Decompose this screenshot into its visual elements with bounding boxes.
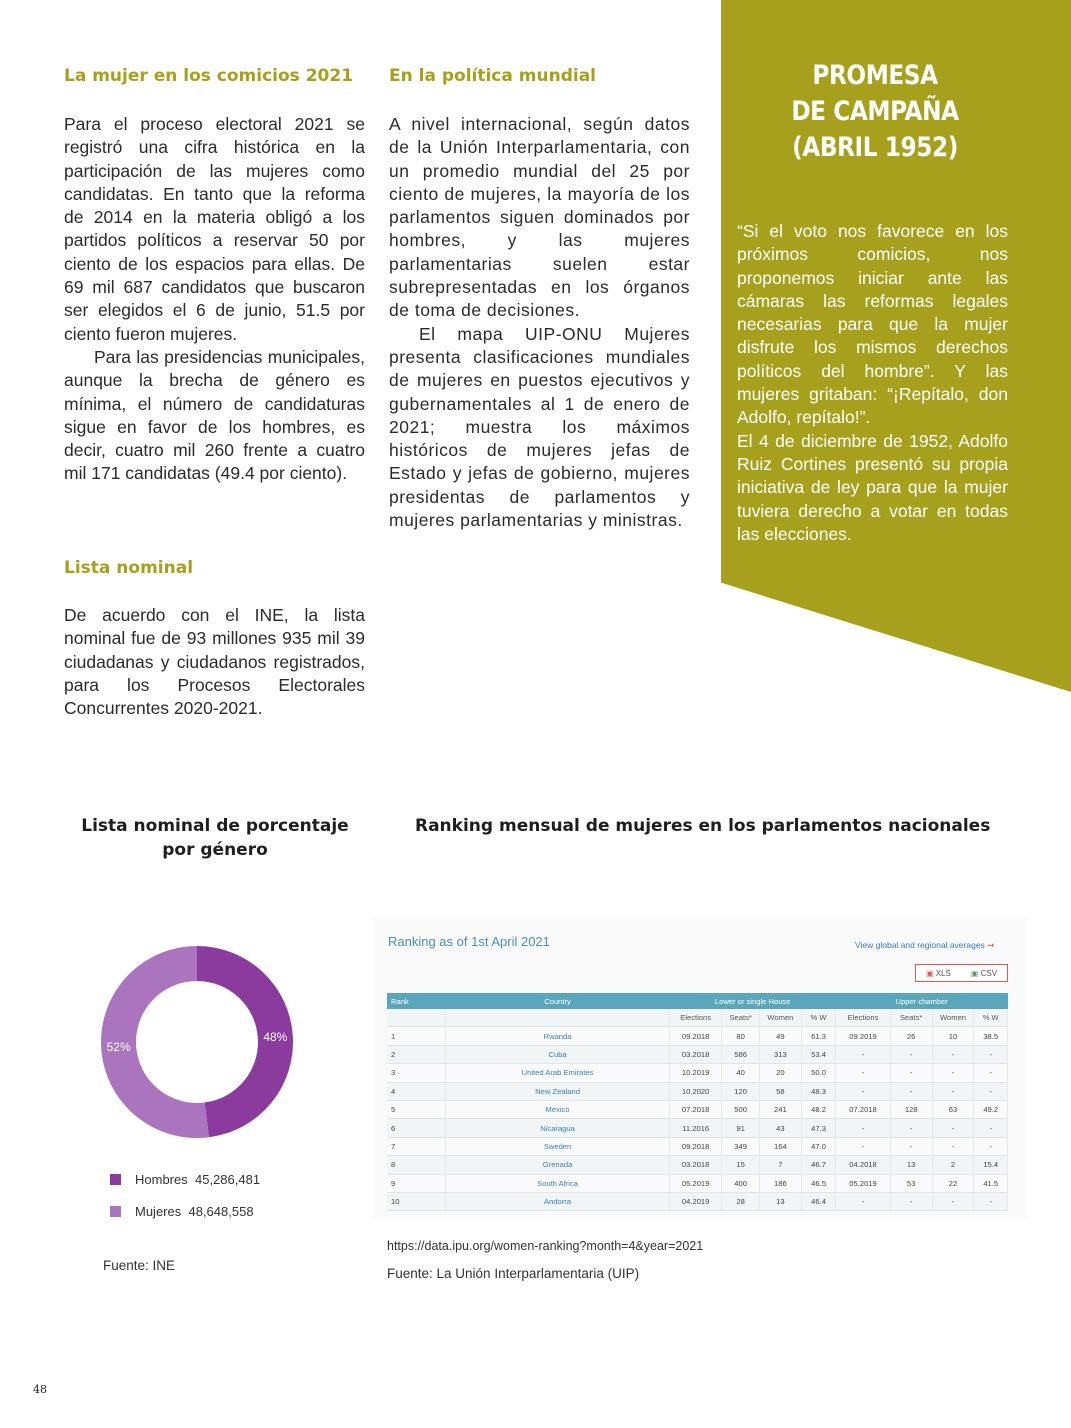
column-subheader: Elections	[670, 1009, 722, 1027]
table-cell: 46.7	[801, 1156, 836, 1174]
table-cell: 05.2019	[670, 1174, 722, 1192]
download-buttons	[915, 964, 1008, 982]
table-cell: 2	[387, 1045, 446, 1063]
table-cell: 8	[387, 1156, 446, 1174]
table-cell: -	[974, 1082, 1008, 1100]
table-cell: 349	[722, 1137, 760, 1155]
source-url: https://data.ipu.org/women-ranking?month=4&year=2021	[387, 1239, 704, 1253]
table-cell: 43	[759, 1119, 801, 1137]
column-1-text	[64, 113, 365, 486]
table-cell: 6	[387, 1119, 446, 1137]
table-cell: 10.2020	[670, 1082, 722, 1100]
paragraph: El mapa UIP-ONU Mujeres presenta clasificaciones mundiales de mujeres en puestos ejecutivos y gubernamentales al 1 de enero de 2021; muestra los máximos históricos de mujeres jefas de Estado y jefas de gobierno, mujeres presidentas de parlamentos y mujeres parlamentarias y ministras.	[389, 323, 690, 531]
table-cell: 7	[759, 1156, 801, 1174]
section-heading-lista-nominal: Lista nominal	[64, 558, 194, 578]
country-link[interactable]: Mexico	[446, 1100, 670, 1118]
table-cell: -	[890, 1137, 932, 1155]
table-cell: -	[932, 1045, 974, 1063]
table-cell: 500	[722, 1100, 760, 1118]
table-cell: -	[974, 1064, 1008, 1082]
arrow-right-icon: ➞	[987, 940, 995, 950]
legend-value: 45,286,481	[194, 1172, 261, 1187]
table-cell: 47.3	[801, 1119, 836, 1137]
country-link[interactable]: Nicaragua	[446, 1119, 670, 1137]
table-cell: -	[974, 1192, 1008, 1210]
table-cell: 313	[759, 1045, 801, 1063]
table-cell: -	[836, 1192, 890, 1210]
table-row	[387, 1045, 1008, 1063]
sidebar-text	[737, 220, 1008, 546]
table-cell: -	[932, 1137, 974, 1155]
table-cell: 10	[932, 1027, 974, 1045]
table-header-row	[387, 993, 1008, 1009]
table-cell: -	[974, 1137, 1008, 1155]
legend-label: Hombres	[135, 1172, 188, 1187]
pie-slice-label: 48%	[263, 1030, 288, 1045]
table-cell: -	[932, 1082, 974, 1100]
table-cell: -	[890, 1119, 932, 1137]
section-heading-politica-mundial: En la política mundial	[389, 66, 596, 86]
chart-source: Fuente: INE	[103, 1258, 176, 1273]
table-cell: 48.2	[801, 1100, 836, 1118]
table-cell: 186	[759, 1174, 801, 1192]
legend-label: Mujeres	[135, 1204, 182, 1219]
table-cell: -	[890, 1064, 932, 1082]
column-2-text	[389, 113, 690, 532]
legend-swatch	[110, 1206, 121, 1217]
lista-nominal-text	[64, 604, 365, 720]
table-cell: 04.2019	[670, 1192, 722, 1210]
table-cell: 164	[759, 1137, 801, 1155]
table-cell: 61.3	[801, 1027, 836, 1045]
table-cell: -	[836, 1082, 890, 1100]
table-cell: -	[836, 1119, 890, 1137]
table-cell: 05.2019	[836, 1174, 890, 1192]
table-cell: -	[932, 1064, 974, 1082]
table-cell: 5	[387, 1100, 446, 1118]
pie-slice-label: 52%	[106, 1039, 131, 1054]
table-row	[387, 1027, 1008, 1045]
csv-button[interactable]: ▣ CSV	[970, 968, 998, 978]
table-cell: 46.4	[801, 1192, 836, 1210]
table-cell: 7	[387, 1137, 446, 1155]
table-cell: 46.5	[801, 1174, 836, 1192]
table-row	[387, 1137, 1008, 1155]
paragraph: Para el proceso electoral 2021 se registró una cifra histórica en la participación de las mujeres como candidatas. En tanto que la reforma de 2014 en la materia obligó a los partidos políticos a reservar 50 por ciento de los espacios para ellas. De 69 mil 687 candidatos que buscaron ser elegidos el 6 de junio, 51.5 por ciento fueron mujeres.	[64, 114, 365, 344]
table-cell: 09.2018	[670, 1137, 722, 1155]
table-cell: 1	[387, 1027, 446, 1045]
table-row	[387, 1100, 1008, 1118]
table-cell: 4	[387, 1082, 446, 1100]
sidebar-quote: “Si el voto nos favorece en los próximos comicios, nos proponemos iniciar ante las cámaras las reformas legales necesarias para que la mujer disfrute los mismos derechos políticos del hombre”. Y las mujeres gritaban: “¡Repítalo, don Adolfo, repítalo!”.	[737, 221, 1008, 428]
column-header: Lower or single House	[670, 993, 836, 1009]
table-cell: 50.0	[801, 1064, 836, 1082]
table-cell: 28	[722, 1192, 760, 1210]
table-cell: 07.2018	[836, 1100, 890, 1118]
paragraph: De acuerdo con el INE, la lista nominal fue de 93 millones 935 mil 39 ciudadanas y ciudadanos registrados, para los Procesos Electorales Concurrentes 2020-2021.	[64, 605, 365, 719]
table-cell: 53	[890, 1174, 932, 1192]
table-cell: 586	[722, 1045, 760, 1063]
table-cell: 41.5	[974, 1174, 1008, 1192]
table-row	[387, 1192, 1008, 1210]
table-cell: -	[974, 1045, 1008, 1063]
page-number: 48	[33, 1383, 47, 1396]
table-cell: 63	[932, 1100, 974, 1118]
donut-chart	[100, 945, 294, 1139]
country-link[interactable]: South Africa	[446, 1174, 670, 1192]
table-cell: 47.0	[801, 1137, 836, 1155]
table-cell: 07.2018	[670, 1100, 722, 1118]
legend-item-mujeres	[110, 1204, 260, 1219]
table-cell: 26	[890, 1027, 932, 1045]
table-cell: 2	[932, 1156, 974, 1174]
table-cell: 49	[759, 1027, 801, 1045]
table-cell: -	[836, 1137, 890, 1155]
table-cell: 03.2018	[670, 1156, 722, 1174]
country-link[interactable]: United Arab Emirates	[446, 1064, 670, 1082]
table-cell: 22	[932, 1174, 974, 1192]
ranking-screenshot-heading: Ranking as of 1st April 2021	[388, 934, 550, 949]
table-cell: 20	[759, 1064, 801, 1082]
xls-button[interactable]: ▣ XLS	[925, 968, 951, 978]
table-cell: 15.4	[974, 1156, 1008, 1174]
column-subheader: % W	[801, 1009, 836, 1027]
column-header: Upper chamber	[836, 993, 1008, 1009]
country-link[interactable]: Rwanda	[446, 1027, 670, 1045]
sidebar-title: PROMESA DE CAMPAÑA (ABRIL 1952)	[791, 60, 959, 163]
table-cell: 10.2019	[670, 1064, 722, 1082]
table-cell: 128	[890, 1100, 932, 1118]
table-cell: -	[890, 1082, 932, 1100]
table-subheader-row	[387, 1009, 1008, 1027]
sidebar-paragraph: El 4 de diciembre de 1952, Adolfo Ruiz Cortines presentó su propia iniciativa de ley para que la mujer tuviera derecho a votar en todas las elecciones.	[737, 430, 1008, 544]
country-link[interactable]: Cuba	[446, 1045, 670, 1063]
paragraph: Para las presidencias municipales, aunque la brecha de género es mínima, el número de candidaturas sigue en favor de los hombres, es decir, cuatro mil 260 frente a cuatro mil 171 candidatas (49.4 por ciento).	[64, 346, 365, 484]
legend-value: 48,648,558	[188, 1204, 254, 1219]
column-subheader: % W	[974, 1009, 1008, 1027]
ranking-title: Ranking mensual de mujeres en los parlamentos nacionales	[415, 816, 991, 836]
table-cell: 38.5	[974, 1027, 1008, 1045]
table-cell: 241	[759, 1100, 801, 1118]
table-cell: -	[890, 1045, 932, 1063]
table-cell: 04.2018	[836, 1156, 890, 1174]
table-cell: 3	[387, 1064, 446, 1082]
column-subheader: Elections	[836, 1009, 890, 1027]
table-row	[387, 1156, 1008, 1174]
column-header: Rank	[387, 993, 446, 1009]
chart-title: Lista nominal de porcentaje por género	[81, 816, 349, 860]
column-subheader: Seats*	[890, 1009, 932, 1027]
view-averages-link[interactable]: View global and regional averages ➞	[855, 940, 995, 950]
table-cell: 80	[722, 1027, 760, 1045]
ranking-source: Fuente: La Unión Interparlamentaria (UIP)	[387, 1266, 640, 1281]
table-cell: -	[836, 1045, 890, 1063]
table-cell: 48.3	[801, 1082, 836, 1100]
country-link[interactable]: Andorra	[446, 1192, 670, 1210]
column-header: Country	[446, 993, 670, 1009]
column-subheader: Women	[759, 1009, 801, 1027]
table-cell: 11.2016	[670, 1119, 722, 1137]
country-link[interactable]: Grenada	[446, 1156, 670, 1174]
table-cell: 40	[722, 1064, 760, 1082]
spreadsheet-icon: ▣	[925, 968, 934, 978]
table-row	[387, 1174, 1008, 1192]
legend-item-hombres	[110, 1172, 260, 1187]
table-cell: 13	[759, 1192, 801, 1210]
table-cell: 9	[387, 1174, 446, 1192]
table-row	[387, 1064, 1008, 1082]
table-cell: 53.4	[801, 1045, 836, 1063]
table-cell: 09.2019	[836, 1027, 890, 1045]
country-link[interactable]: New Zealand	[446, 1082, 670, 1100]
ranking-table	[387, 993, 1008, 1211]
legend-swatch	[110, 1174, 121, 1185]
table-cell: 400	[722, 1174, 760, 1192]
table-cell: -	[836, 1064, 890, 1082]
table-row	[387, 1082, 1008, 1100]
table-cell: 10	[387, 1192, 446, 1210]
country-link[interactable]: Sweden	[446, 1137, 670, 1155]
table-cell: 15	[722, 1156, 760, 1174]
table-cell: 09.2018	[670, 1027, 722, 1045]
table-cell: 13	[890, 1156, 932, 1174]
chart-legend	[110, 1172, 260, 1219]
paragraph: A nivel internacional, según datos de la Unión Interparlamentaria, con un promedio mundial del 25 por ciento de mujeres, la mayoría de los parlamentos siguen dominados por hombres, y las mujeres parlamentarias suelen estar subrepresentadas en los órganos de toma de decisiones.	[389, 114, 690, 321]
spreadsheet-icon: ▣	[970, 968, 979, 978]
column-subheader: Seats*	[722, 1009, 760, 1027]
table-cell: 58	[759, 1082, 801, 1100]
table-cell: 120	[722, 1082, 760, 1100]
section-heading-comicios: La mujer en los comicios 2021	[64, 66, 354, 86]
column-subheader: Women	[932, 1009, 974, 1027]
table-cell: 49.2	[974, 1100, 1008, 1118]
table-cell: -	[974, 1119, 1008, 1137]
table-cell: -	[890, 1192, 932, 1210]
table-cell: -	[932, 1119, 974, 1137]
table-cell: -	[932, 1192, 974, 1210]
table-cell: 91	[722, 1119, 760, 1137]
table-cell: 03.2018	[670, 1045, 722, 1063]
table-row	[387, 1119, 1008, 1137]
